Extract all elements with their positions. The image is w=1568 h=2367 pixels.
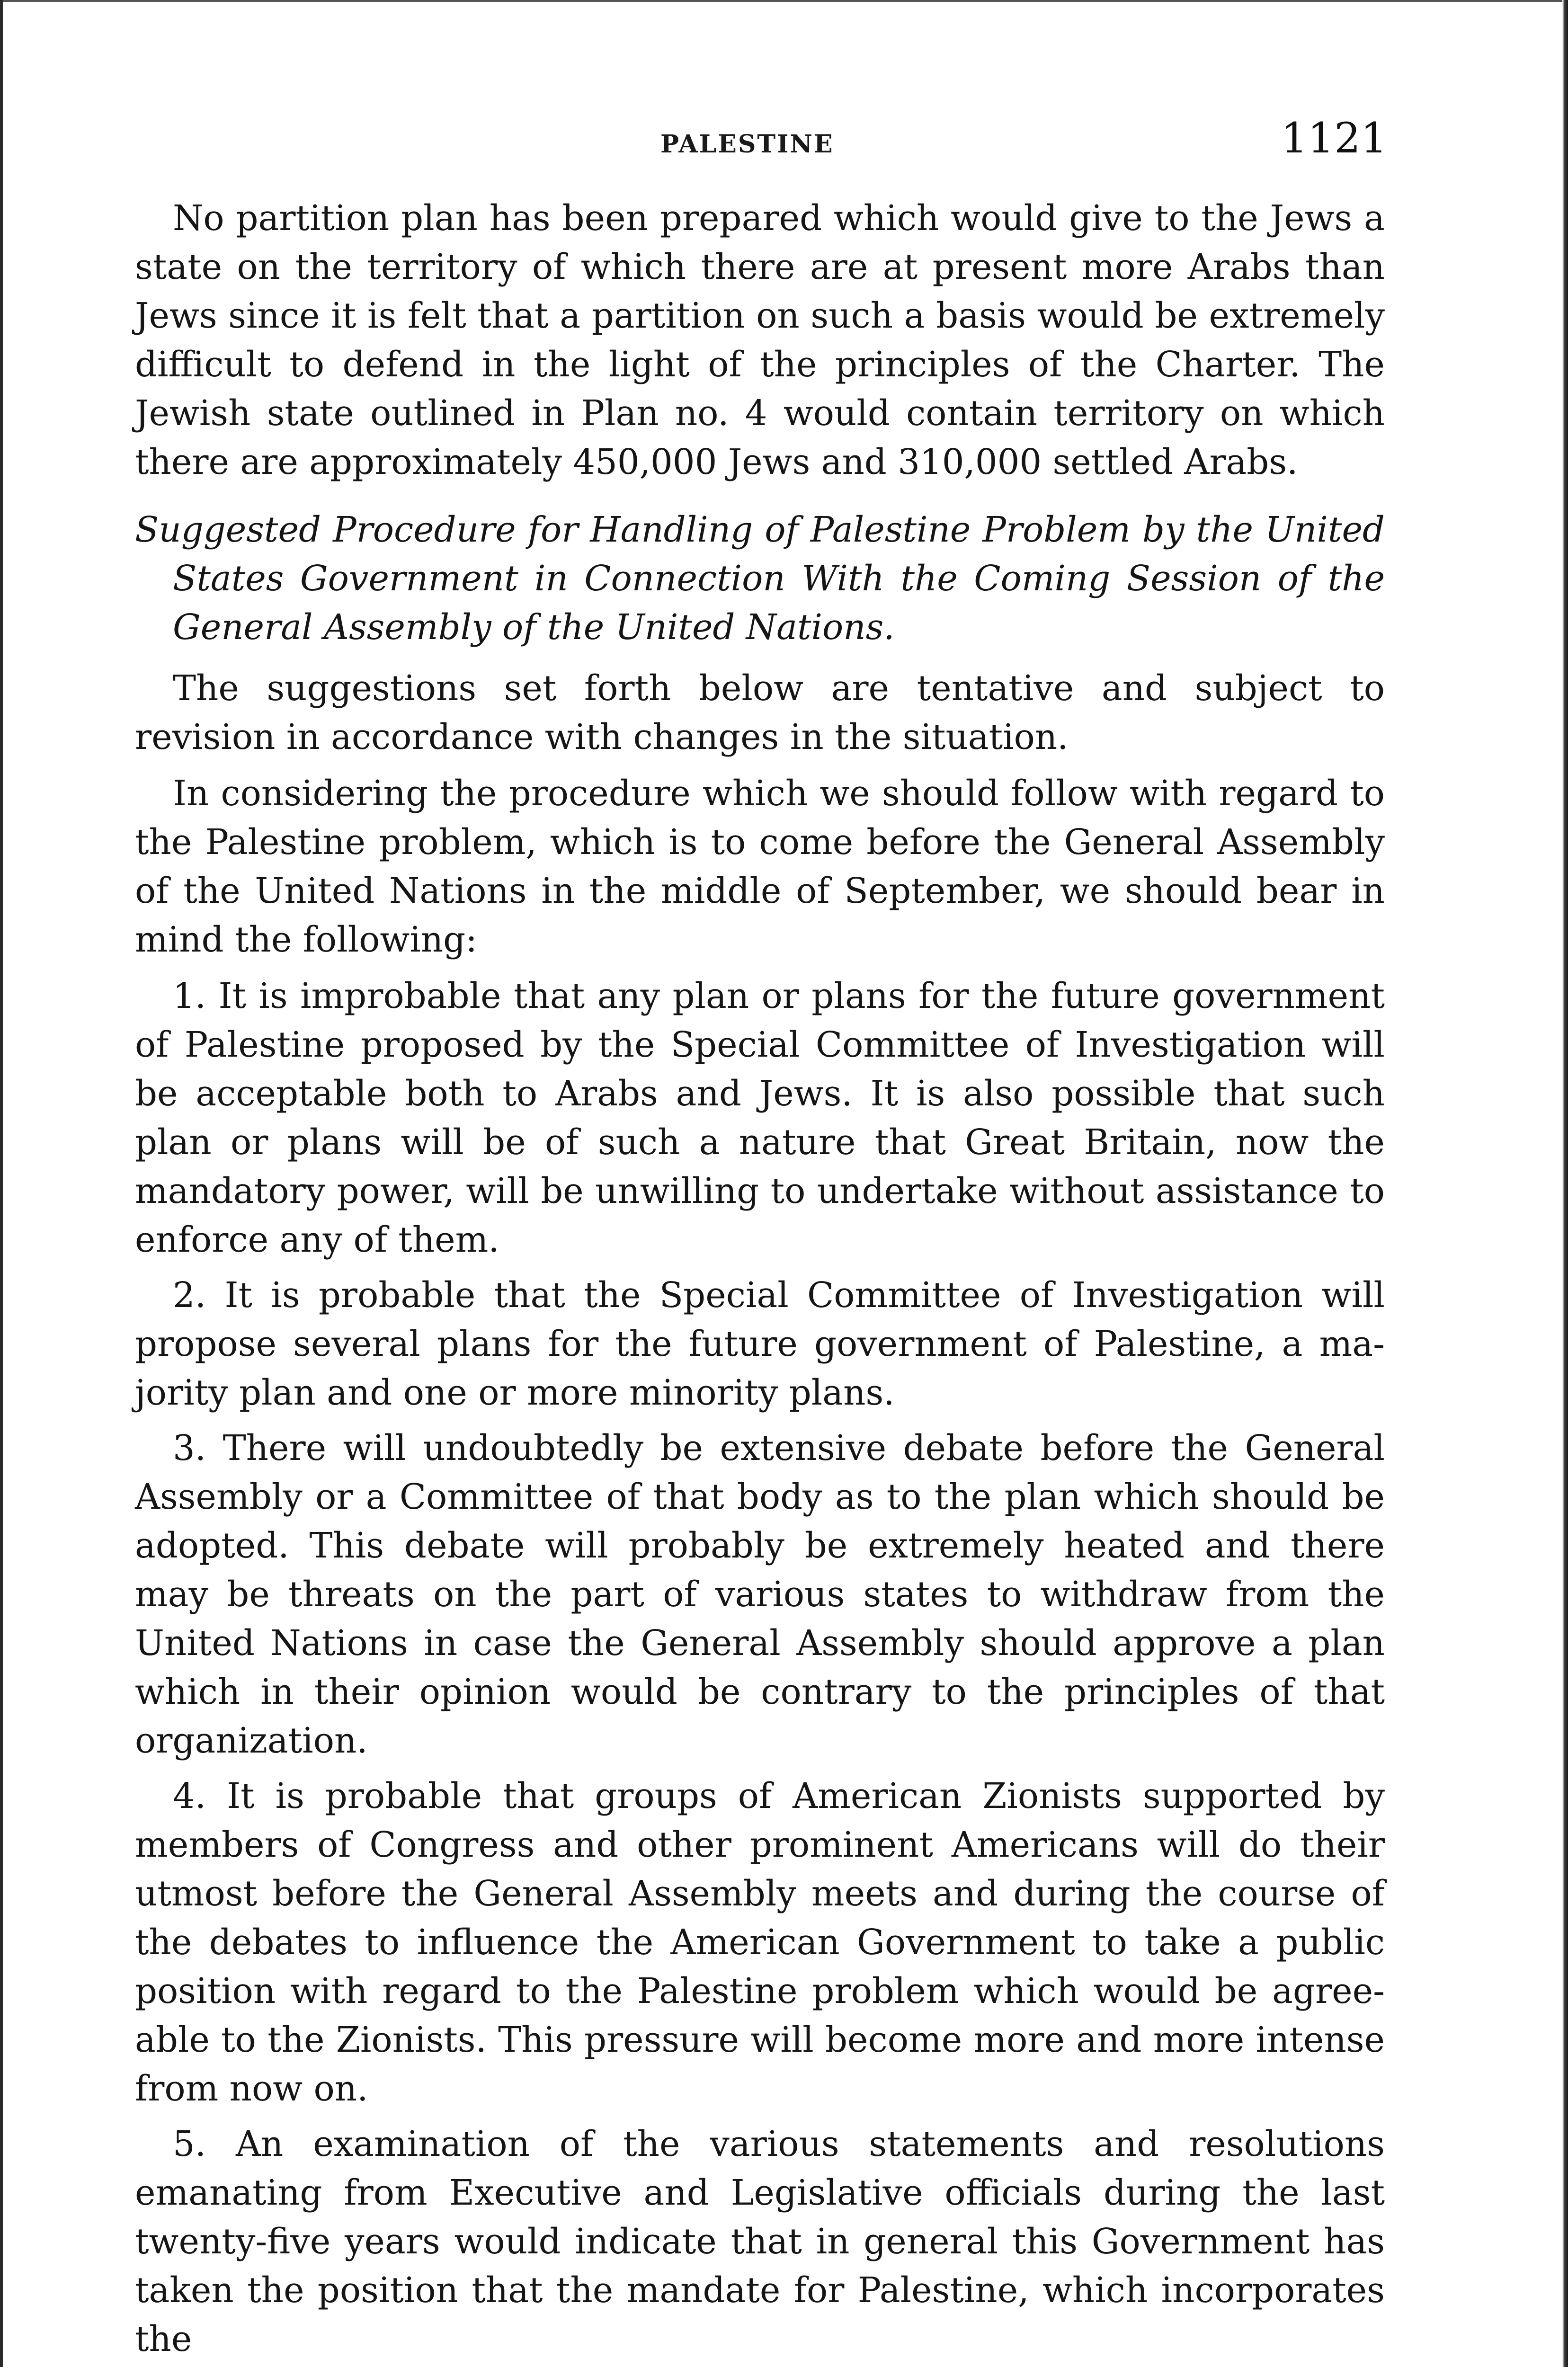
section-heading: Suggested Procedure for Handling of Palestine Problem by the United States Government in Connection With the Coming Session of the General Assembly of the United Nations.	[135, 510, 1385, 648]
body-text	[135, 194, 1385, 2367]
numbered-item-2: 2. It is probable that the Special Committee of Investigation will propose several plans for the future government of Palestine, a majority plan and one or more minority plans.	[135, 1275, 1385, 1413]
running-title: PALESTINE	[660, 130, 834, 159]
page-header	[135, 114, 1387, 170]
page-scan-edge-top	[0, 0, 1568, 2]
numbered-item-3: 3. There will undoubtedly be extensive debate before the General Assembly or a Committee of that body as to the plan which should be adopted. This debate will probably be extremely heated and there may be threats on the part of various states to withdraw from the United Nations in case the General Assembly should approve a plan which in their opinion would be contrary to the principles of that organization.	[135, 1428, 1385, 1761]
page-scan-edge-left	[0, 0, 3, 2367]
paragraph-considering-procedure: In considering the procedure which we should follow with regard to the Palestine problem, which is to come before the General Assembly of the United Nations in the middle of September, we should bear in mind the following:	[135, 774, 1385, 960]
page-scan-edge-right	[1562, 0, 1568, 2367]
numbered-item-5: 5. An examination of the various statements and resolutions emanating from Executive and Legislative officials during the last twenty-five years would indicate that in general this Government has taken the position that the mandate for Palestine, which incorporates the	[135, 2124, 1385, 2359]
page-number: 1121	[1281, 114, 1387, 162]
intro-paragraph: No partition plan has been prepared which would give to the Jews a state on the territory of which there are at present more Arabs than Jews since it is felt that a partition on such a basis would be extremely difficult to defend in the light of the principles of the Charter. The Jewish state outlined in Plan no. 4 would contain territory on which there are approximately 450,000 Jews and 310,000 settled Arabs.	[135, 198, 1385, 482]
paragraph-suggestions: The suggestions set forth below are tentative and subject to revision in accordance with changes in the situation.	[135, 668, 1385, 757]
numbered-item-1: 1. It is improbable that any plan or plans for the future government of Palestine proposed by the Special Committee of Investigation will be acceptable both to Arabs and Jews. It is also possible that such plan or plans will be of such a nature that Great Britain, now the mandatory power, will be unwilling to undertake without assistance to enforce any of them.	[135, 976, 1385, 1260]
numbered-item-4: 4. It is probable that groups of American Zionists supported by members of Congress and other prominent Americans will do their utmost before the General Assembly meets and during the course of the debates to influence the American Government to take a public position with regard to the Palestine problem which would be agreeable to the Zionists. This pressure will become more and more intense from now on.	[135, 1776, 1385, 2109]
